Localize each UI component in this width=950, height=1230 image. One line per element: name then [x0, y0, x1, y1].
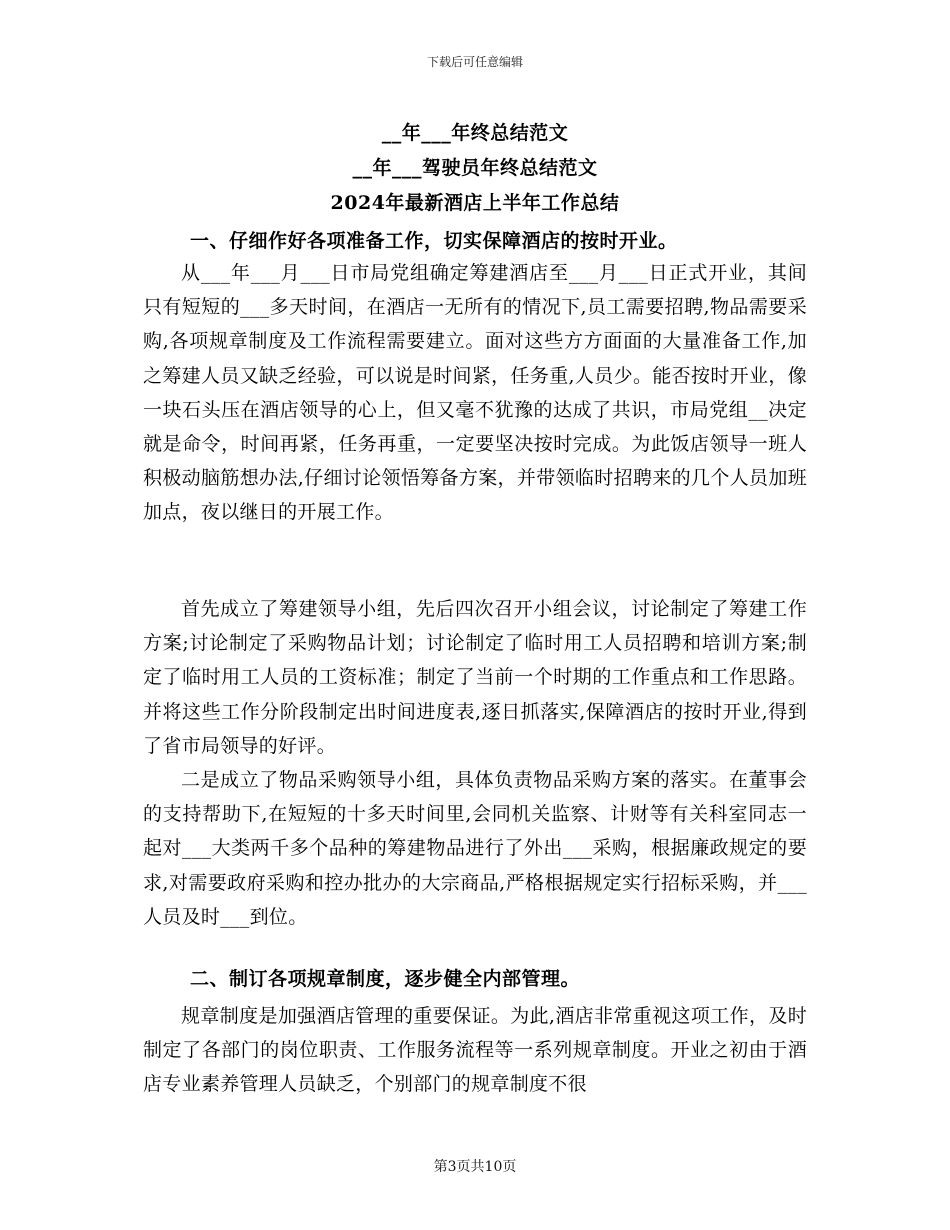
- section-heading-2: 二、制订各项规章制度，逐步健全内部管理。: [190, 968, 581, 990]
- page-number-footer: 第3页共10页: [433, 1159, 517, 1175]
- document-title-1: __年___年终总结范文: [381, 122, 569, 144]
- header-note: 下载后可任意编辑: [426, 55, 523, 69]
- document-title-2: __年___驾驶员年终总结范文: [352, 157, 598, 179]
- document-title-3: 2024年最新酒店上半年工作总结: [330, 192, 620, 214]
- paragraph-opening-preparation: 从___年___月___日市局党组确定筹建酒店至___月___日正式开业，其间只有短短的___多天时间，在酒店一无所有的情况下,员工需要招聘,物品需要采购,各项规章制度及工作流程需要建立。面对这些方方面面的大量准备工作,加之筹建人员又缺乏经验，可以说是时间紧，任务重,人员少。能否按时开业，像一块石头压在酒店领导的心上，但又毫不犹豫的达成了共识，市局党组__决定就是命令，时间再紧，任务再重，一定要坚决按时完成。为此饭店领导一班人积极动脑筋想办法,仔细讨论领悟筹备方案，并带领临时招聘来的几个人员加班加点，夜以继日的开展工作。: [143, 262, 807, 524]
- paragraph-procurement-group: 二是成立了物品采购领导小组，具体负责物品采购方案的落实。在董事会的支持帮助下,在短短的十多天时间里,会同机关监察、计财等有关科室同志一起对___大类两千多个品种的筹建物品进行了外出___采购，根据廉政规定的要求,对需要政府采购和控办批办的大宗商品,严格根据规定实行招标采购，并___人员及时___到位。: [143, 769, 807, 928]
- paragraph-rules-regulations: 规章制度是加强酒店管理的重要保证。为此,酒店非常重视这项工作，及时制定了各部门的岗位职责、工作服务流程等一系列规章制度。开业之初由于酒店专业素养管理人员缺乏，个别部门的规章制度不很: [143, 1005, 807, 1096]
- paragraph-leadership-group: 首先成立了筹建领导小组，先后四次召开小组会议，讨论制定了筹建工作方案;讨论制定了采购物品计划；讨论制定了临时用工人员招聘和培训方案;制定了临时用工人员的工资标准；制定了当前一个时期的工作重点和工作思路。并将这些工作分阶段制定出时间进度表,逐日抓落实,保障酒店的按时开业,得到了省市局领导的好评。: [143, 598, 807, 757]
- section-heading-1: 一、仔细作好各项准备工作，切实保障酒店的按时开业。: [190, 230, 678, 252]
